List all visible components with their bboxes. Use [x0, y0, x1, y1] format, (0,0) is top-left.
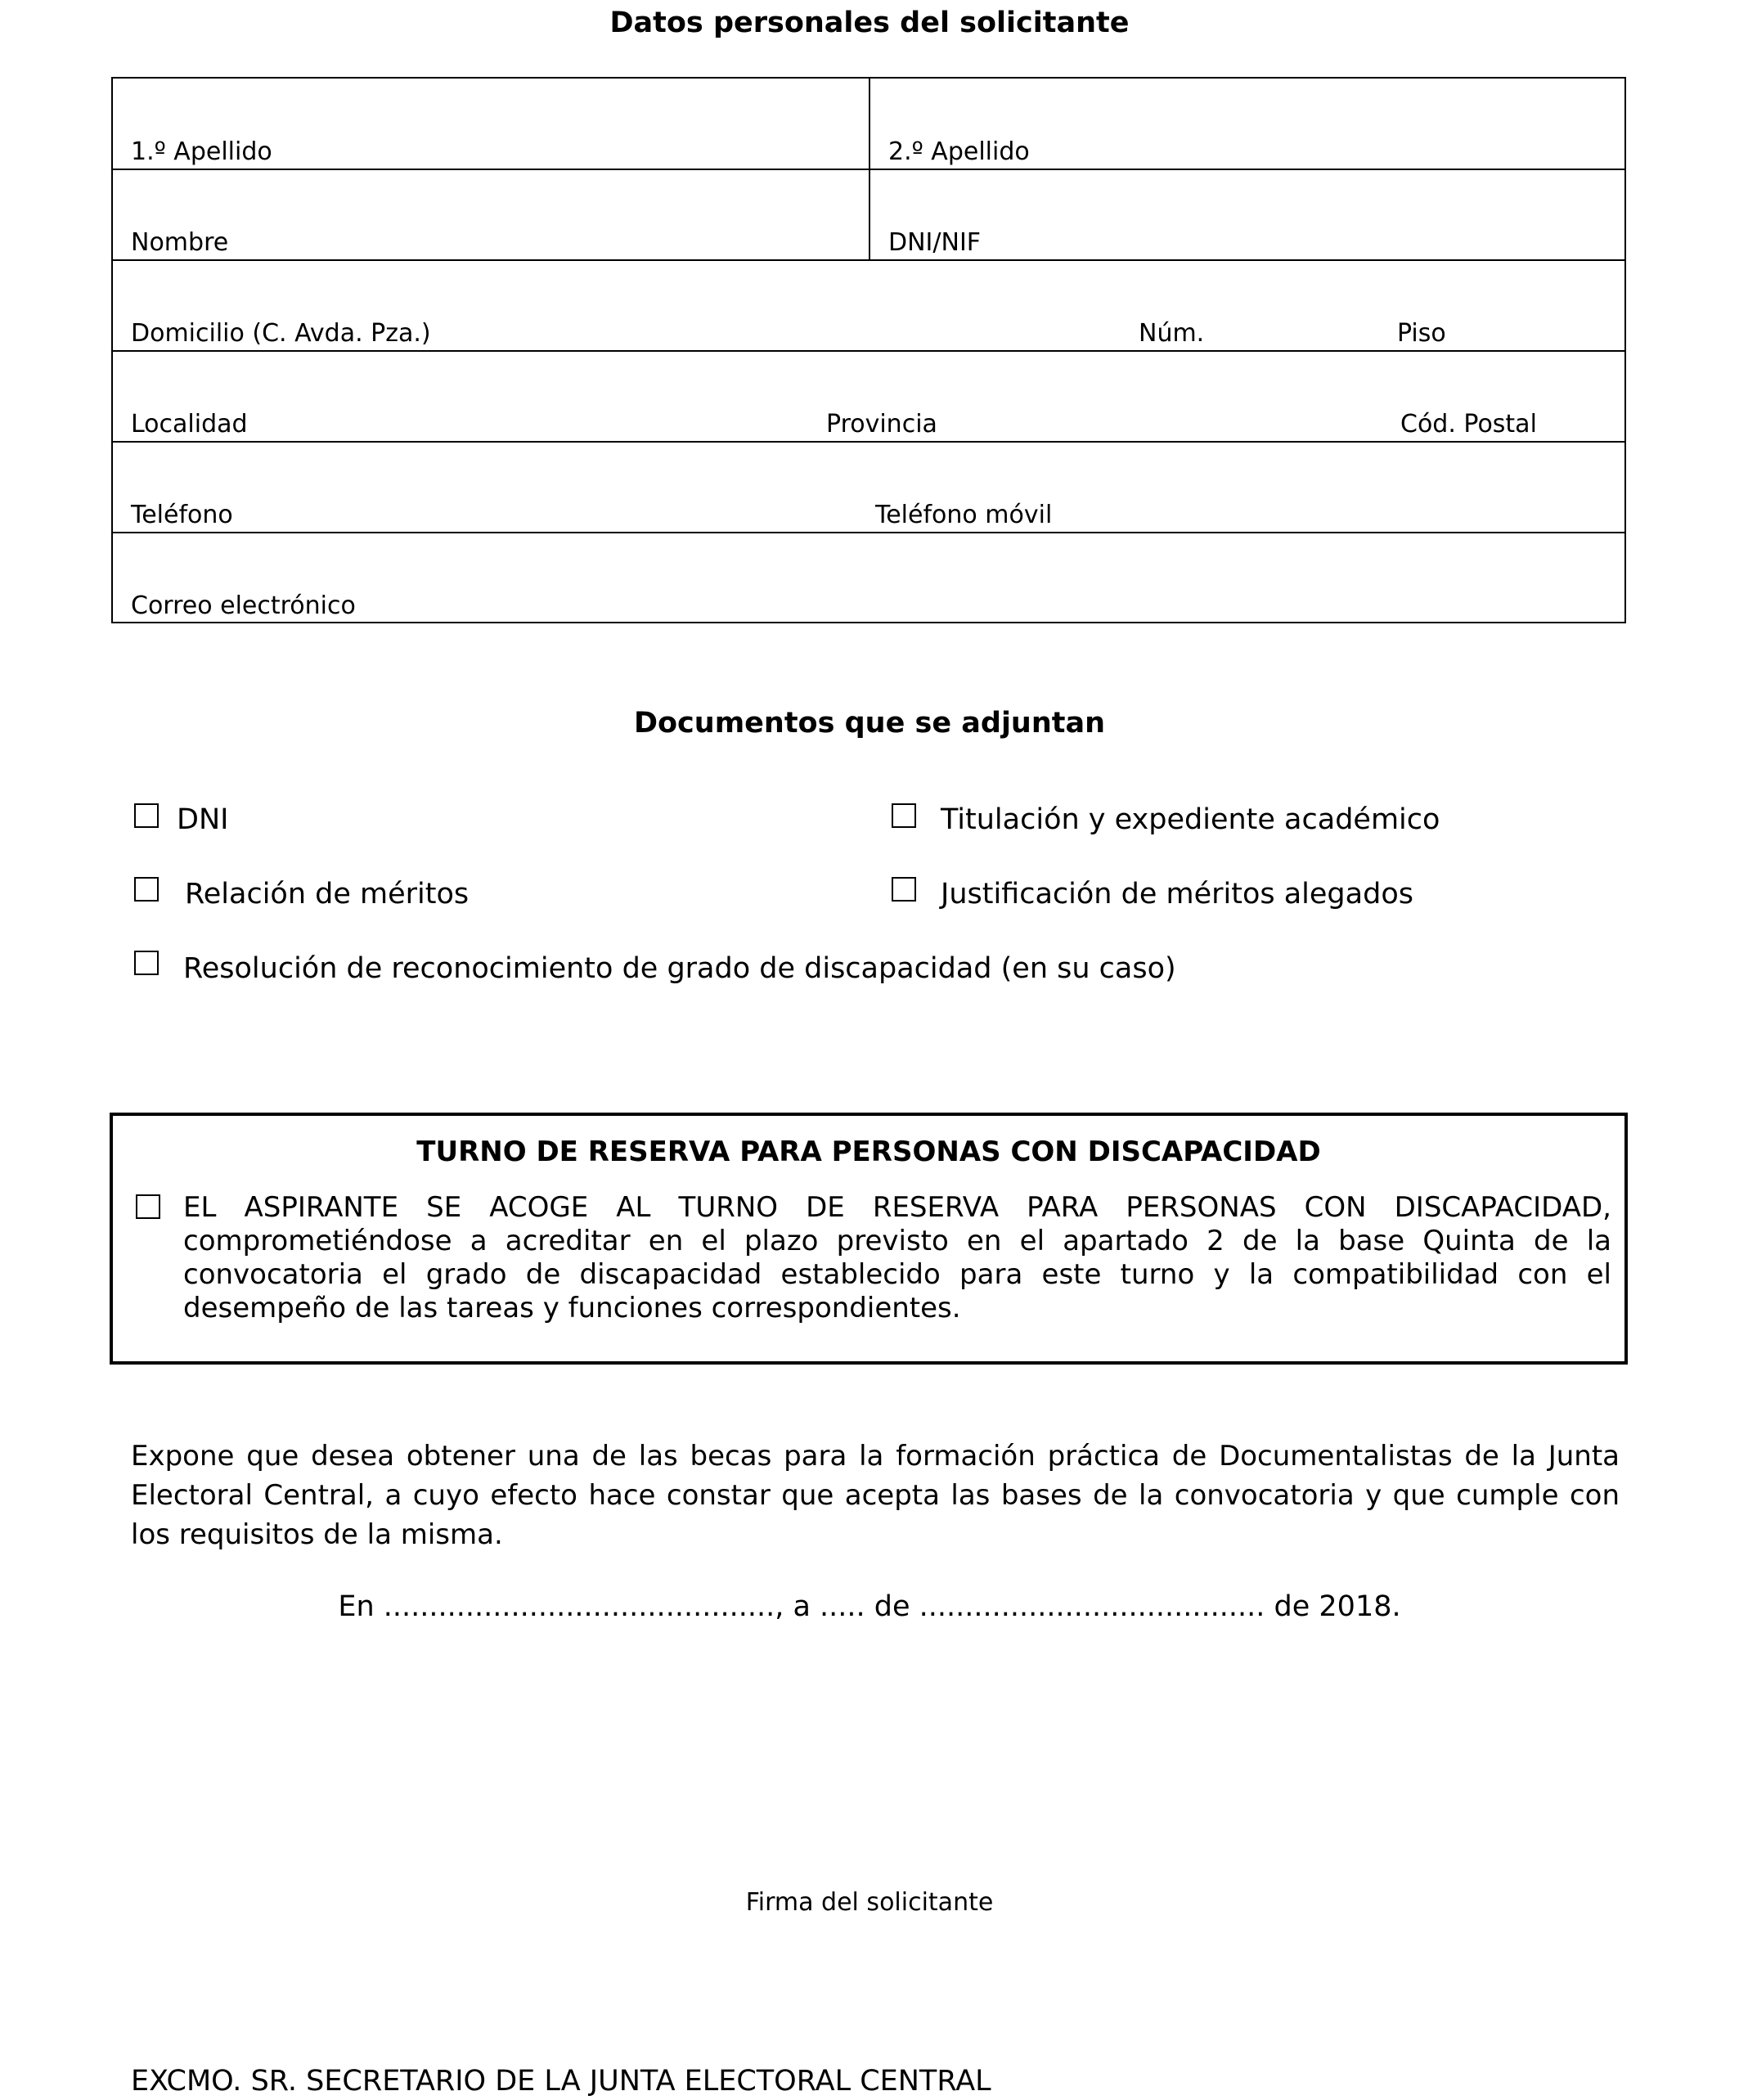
label-doc-titulacion: Titulación y expediente académico [941, 803, 1440, 836]
label-telefono: Teléfono [131, 501, 233, 529]
label-correo: Correo electrónico [131, 591, 356, 620]
label-provincia: Provincia [826, 410, 937, 438]
signature-label: Firma del solicitante [745, 1888, 994, 1917]
field-localidad[interactable] [113, 352, 1626, 441]
label-cod-postal: Cód. Postal [1400, 410, 1537, 438]
label-dni-nif: DNI/NIF [888, 228, 982, 257]
field-dni-nif[interactable] [870, 170, 1626, 259]
label-doc-relacion-meritos: Relación de méritos [185, 878, 470, 911]
label-apellido2: 2.º Apellido [888, 137, 1030, 166]
checkbox-resolucion-discapacidad[interactable] [134, 951, 159, 975]
field-apellido1[interactable] [113, 79, 869, 169]
label-doc-resolucion-discapacidad: Resolución de reconocimiento de grado de discapacidad (en su caso) [183, 952, 1176, 985]
field-apellido2[interactable] [870, 79, 1626, 169]
section-title-personal: Datos personales del solicitante [609, 7, 1130, 39]
reserve-text: EL ASPIRANTE SE ACOGE AL TURNO DE RESERVA PARA PERSONAS CON DISCAPACIDAD, comprometiéndose a acreditar en el plazo previsto en el apartado 2 de la base Quinta de la convocatoria el grado de discapacidad establecido para este turno y la compatibilidad con el desempeño de las tareas y funciones correspondientes. [183, 1191, 1611, 1324]
field-telefono[interactable] [113, 443, 1626, 532]
checkbox-relacion-meritos[interactable] [134, 877, 159, 902]
checkbox-justificacion-meritos[interactable] [892, 877, 916, 902]
checkbox-dni[interactable] [134, 803, 159, 828]
label-apellido1: 1.º Apellido [131, 137, 272, 166]
label-doc-justificacion-meritos: Justificación de méritos alegados [941, 878, 1413, 911]
addressee: EXCMO. SR. SECRETARIO DE LA JUNTA ELECTORAL CENTRAL [131, 2065, 991, 2098]
label-nombre: Nombre [131, 228, 229, 257]
personal-data-table [111, 77, 1626, 623]
label-piso: Piso [1397, 319, 1446, 348]
field-domicilio[interactable] [113, 261, 1626, 350]
label-num: Núm. [1139, 319, 1205, 348]
field-nombre[interactable] [113, 170, 869, 259]
date-line: En ..........................................., a ..... de ...................................... de 2018. [338, 1590, 1401, 1623]
label-localidad: Localidad [131, 410, 248, 438]
checkbox-reserve[interactable] [136, 1194, 160, 1219]
field-correo[interactable] [113, 533, 1626, 622]
label-domicilio: Domicilio (C. Avda. Pza.) [131, 319, 431, 348]
label-doc-dni: DNI [177, 803, 229, 836]
reserve-box [110, 1113, 1628, 1365]
section-title-documents: Documentos que se adjuntan [633, 707, 1106, 740]
label-telefono-movil: Teléfono móvil [875, 501, 1053, 529]
expone-paragraph: Expone que desea obtener una de las becas para la formación práctica de Documentalistas de la Junta Electoral Central, a cuyo efecto hace constar que acepta las bases de la convocatoria y que cumple con los requisitos de la misma. [131, 1440, 1620, 1551]
checkbox-titulacion[interactable] [892, 803, 916, 828]
reserve-title: TURNO DE RESERVA PARA PERSONAS CON DISCAPACIDAD [416, 1135, 1321, 1168]
